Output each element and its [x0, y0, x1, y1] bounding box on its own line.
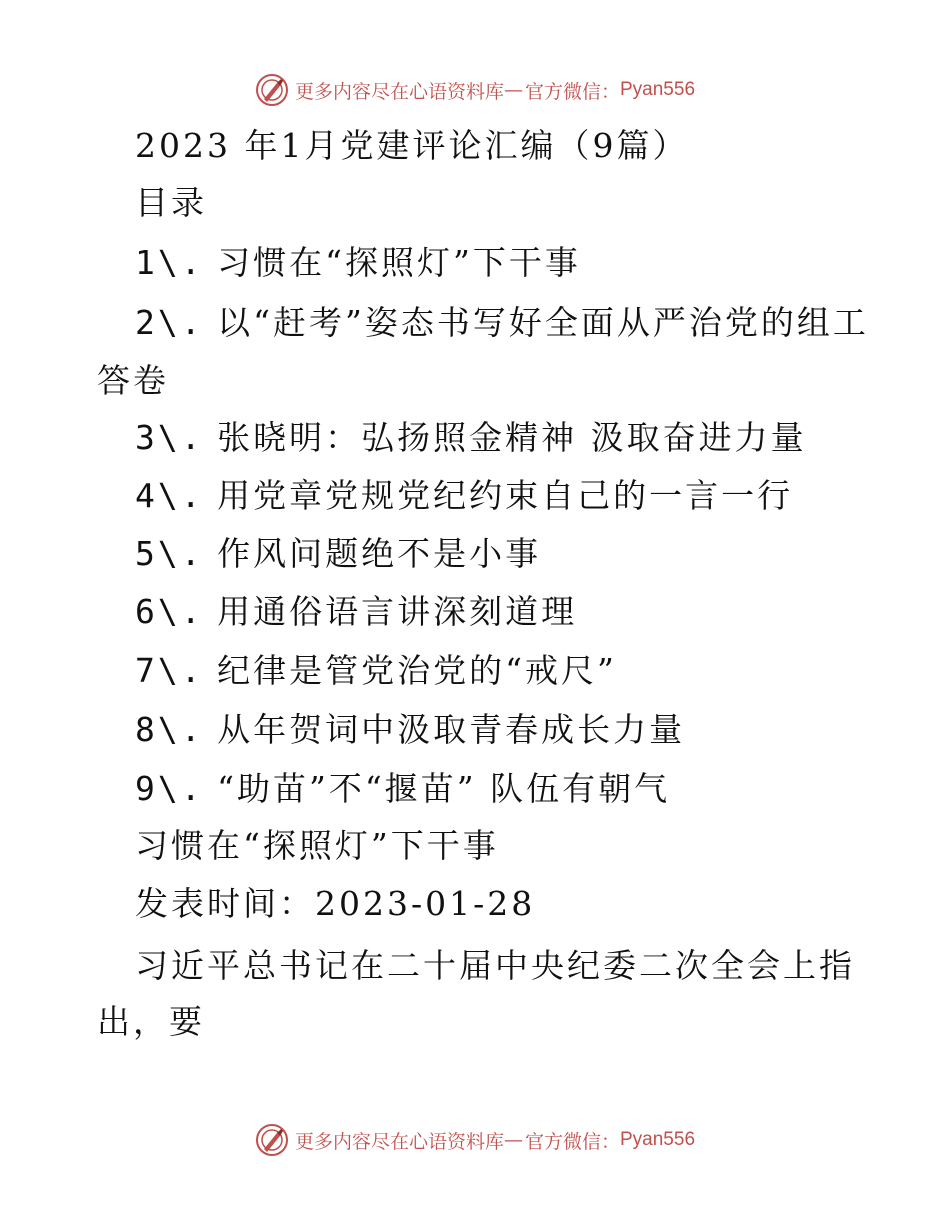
watermark-text: 更多内容尽在心语资料库	[294, 1130, 504, 1153]
toc-item-text: “助苗”不“揠苗” 队伍有朝气	[217, 769, 671, 808]
watermark-wechat-label: 官方微信：	[524, 80, 620, 103]
toc-item-number: 3\.	[135, 418, 204, 457]
toc-item-2-continuation: 答卷	[97, 361, 169, 400]
toc-item-4	[135, 470, 793, 522]
article-title: 习惯在“探照灯”下干事	[135, 826, 499, 865]
watermark-wechat-id: Pyan556	[620, 79, 696, 100]
watermark-wechat-id: Pyan556	[620, 1129, 696, 1150]
pen-logo-icon	[255, 73, 289, 107]
toc-item-text: 张晓明：弘扬照金精神 汲取奋进力量	[217, 418, 807, 457]
header-watermark	[0, 70, 950, 110]
footer-watermark	[0, 1120, 950, 1160]
watermark-wechat-label: 官方微信：	[524, 1130, 620, 1153]
toc-item-text: 用通俗语言讲深刻道理	[217, 592, 578, 631]
watermark-text: 更多内容尽在心语资料库	[294, 80, 504, 103]
toc-item-7	[135, 645, 617, 697]
publish-date: 发表时间：2023-01-28	[135, 884, 536, 923]
toc-item-number: 8\.	[135, 710, 204, 749]
toc-item-8	[135, 704, 685, 756]
toc-item-5	[135, 528, 541, 580]
toc-item-6	[135, 586, 577, 638]
toc-item-9	[135, 763, 670, 815]
watermark-dash: —	[503, 79, 523, 101]
toc-item-number: 1\.	[135, 243, 204, 282]
toc-item-1	[135, 237, 581, 289]
toc-item-number: 5\.	[135, 534, 204, 573]
toc-item-text: 从年贺词中汲取青春成长力量	[217, 710, 686, 749]
toc-item-text: 用党章党规党纪约束自己的一言一行	[217, 476, 794, 515]
toc-item-number: 7\.	[135, 651, 204, 690]
toc-item-number: 6\.	[135, 592, 204, 631]
toc-item-3	[135, 412, 807, 464]
toc-item-number: 4\.	[135, 476, 204, 515]
pen-logo-icon	[255, 1123, 289, 1157]
toc-item-2	[135, 297, 869, 349]
toc-item-text: 习惯在“探照灯”下干事	[217, 243, 581, 282]
document-title: 2023 年1月党建评论汇编（9篇）	[135, 126, 689, 165]
toc-heading: 目录	[135, 183, 207, 222]
body-paragraph-line-2: 出，要	[97, 1002, 205, 1041]
toc-item-number: 2\.	[135, 303, 204, 342]
body-paragraph-line-1: 习近平总书记在二十届中央纪委二次全会上指	[135, 946, 855, 985]
toc-item-number: 9\.	[135, 769, 204, 808]
watermark-dash: —	[503, 1129, 523, 1151]
toc-item-text: 纪律是管党治党的“戒尺”	[217, 651, 617, 690]
toc-item-text: 作风问题绝不是小事	[217, 534, 542, 573]
toc-item-text: 以“赶考”姿态书写好全面从严治党的组工	[217, 303, 869, 342]
